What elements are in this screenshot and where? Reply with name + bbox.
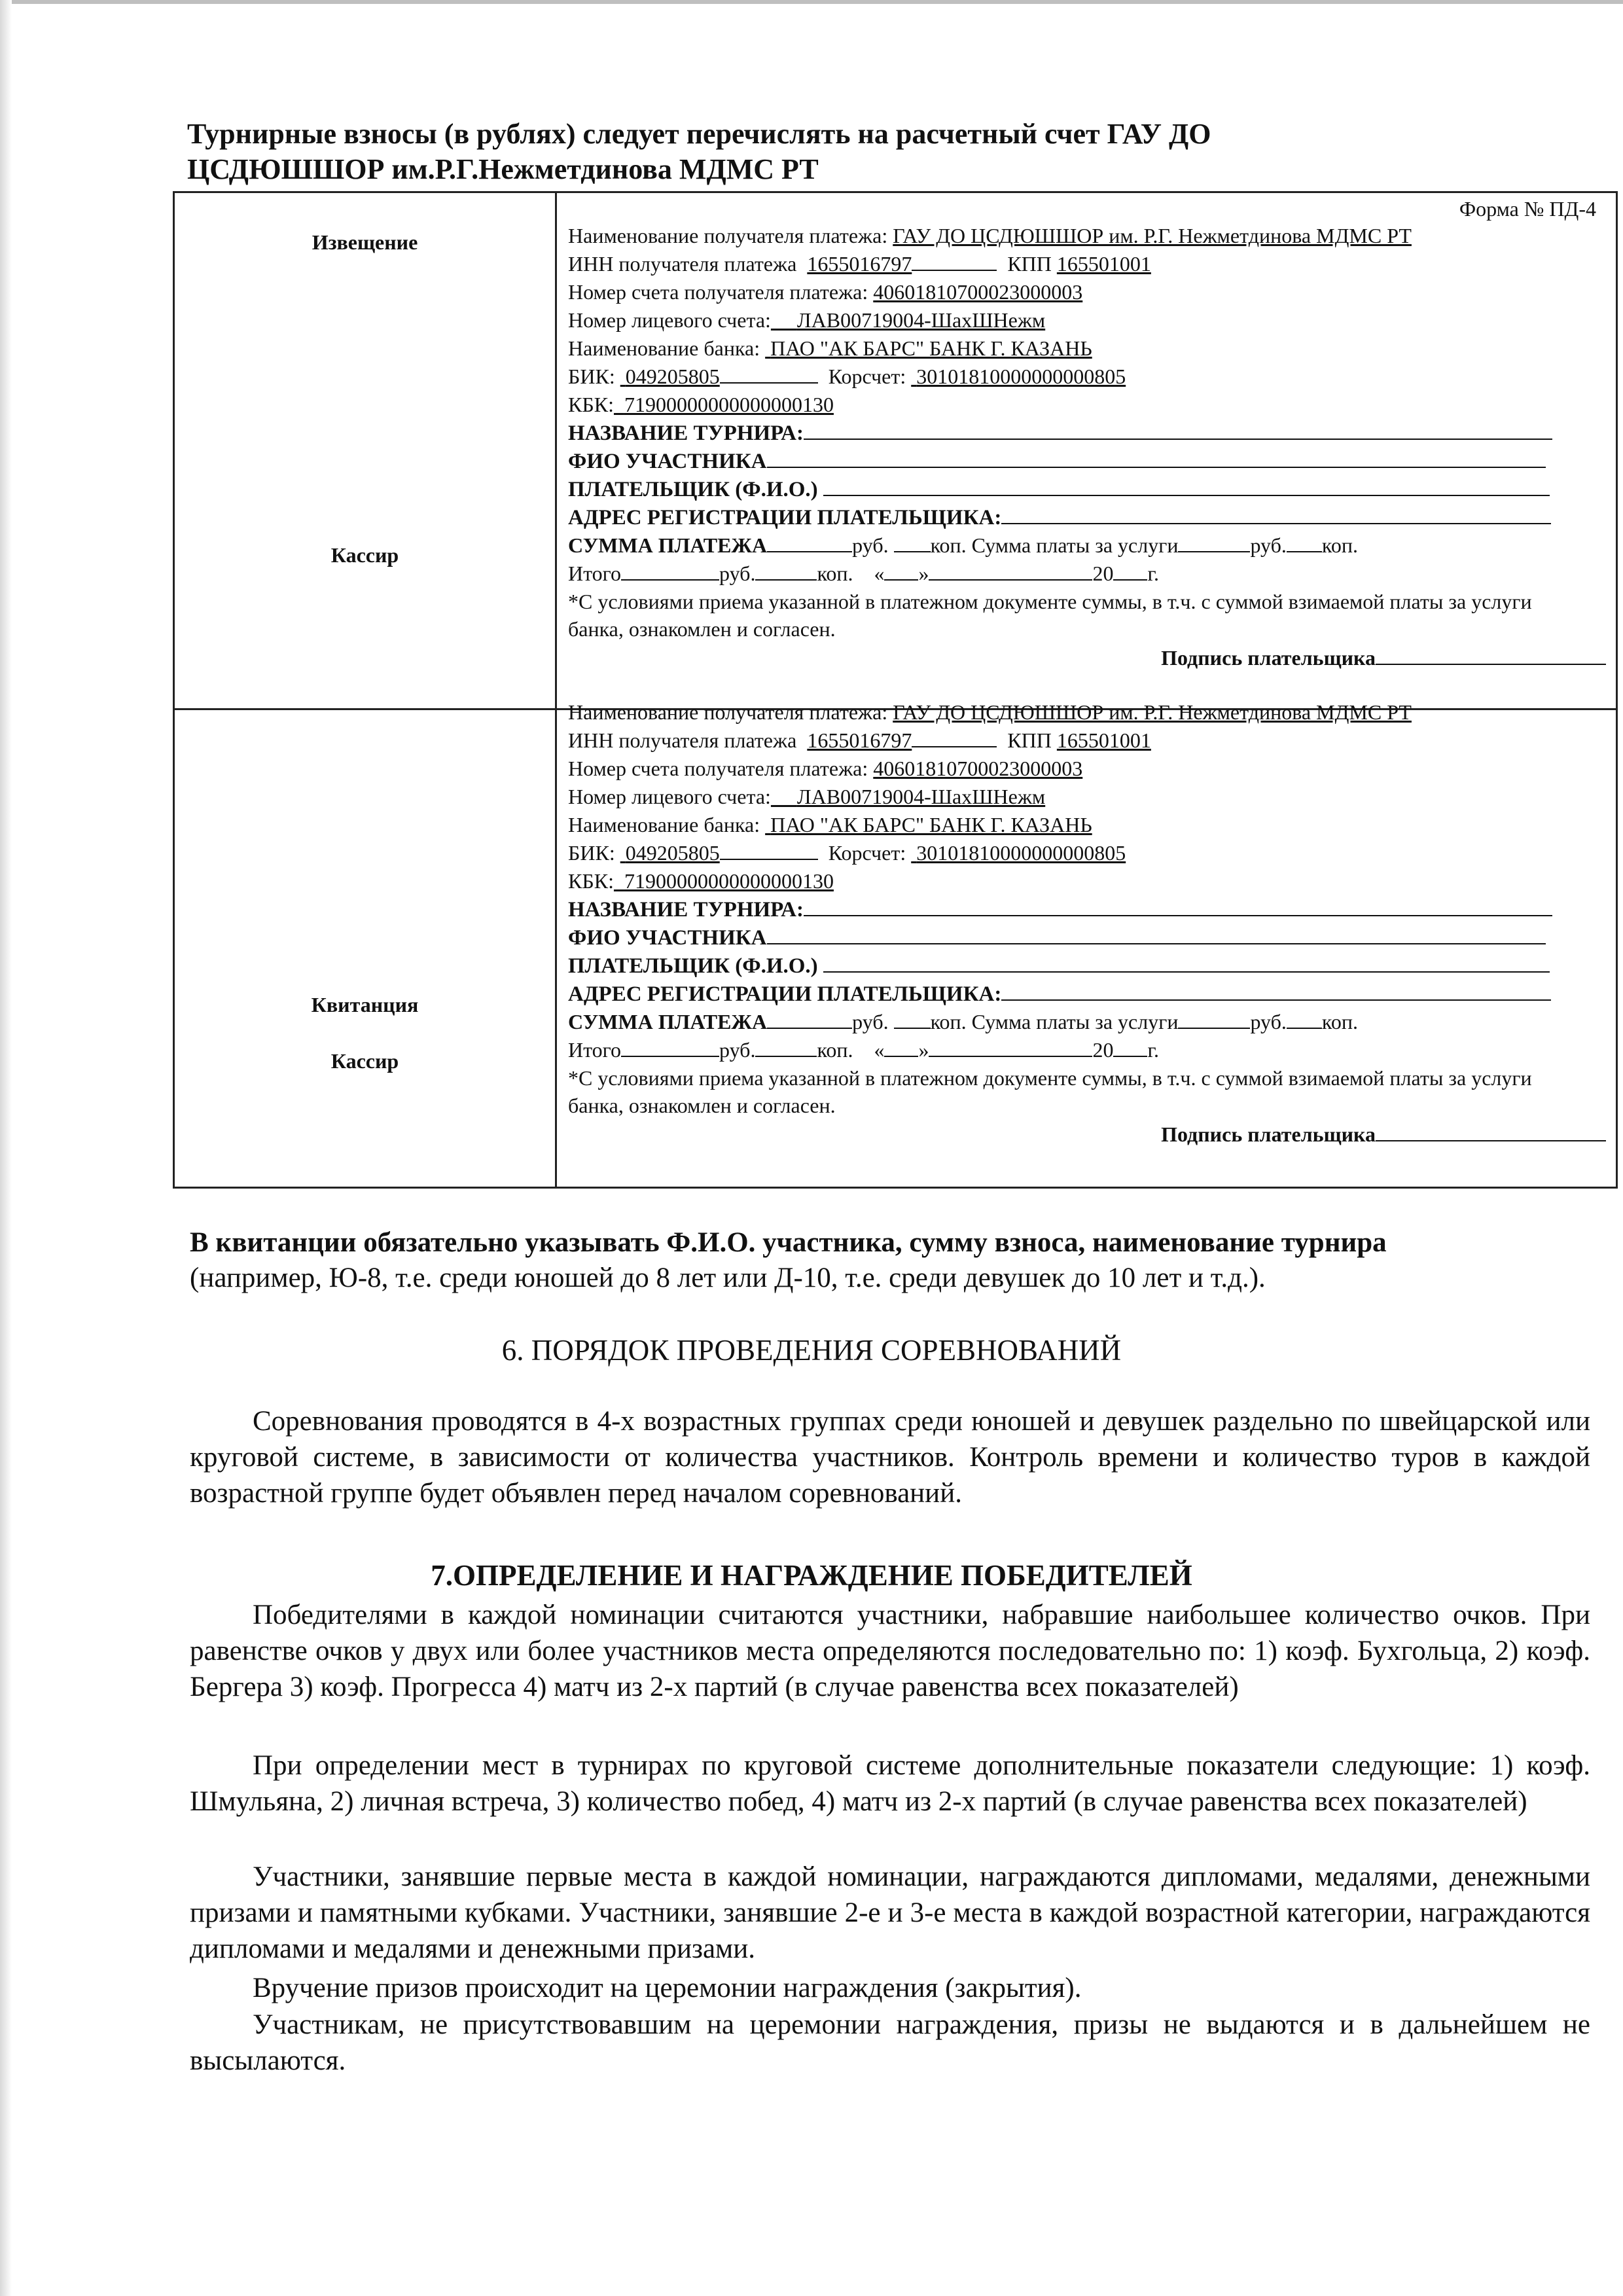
fee-rub-field[interactable] bbox=[1178, 531, 1250, 552]
month-field[interactable] bbox=[929, 560, 1092, 581]
kbk-value: 71900000000000000130 bbox=[624, 869, 834, 893]
month-field[interactable] bbox=[929, 1036, 1092, 1057]
corr-label: Корсчет: bbox=[828, 841, 906, 865]
kop-label: коп. bbox=[930, 533, 967, 557]
kbk-label: КБК: bbox=[568, 393, 614, 416]
address-label: АДРЕС РЕГИСТРАЦИИ ПЛАТЕЛЬЩИКА: bbox=[568, 506, 1002, 529]
scan-shadow bbox=[0, 0, 12, 2296]
year-prefix: 20 bbox=[1092, 1038, 1114, 1062]
rub-label: руб. bbox=[719, 562, 756, 585]
day-field[interactable] bbox=[884, 1036, 918, 1057]
inn-value: 1655016797 bbox=[807, 252, 912, 276]
recipient-row bbox=[568, 698, 1609, 726]
notice-block bbox=[568, 222, 1609, 673]
address-label: АДРЕС РЕГИСТРАЦИИ ПЛАТЕЛЬЩИКА: bbox=[568, 982, 1002, 1006]
bik-fill bbox=[720, 363, 818, 384]
kop-label: коп. bbox=[1321, 1010, 1358, 1033]
address-row bbox=[568, 980, 1609, 1008]
notice-label: Извещение bbox=[312, 230, 418, 254]
bik-value: 049205805 bbox=[625, 841, 720, 865]
year-field[interactable] bbox=[1113, 560, 1147, 581]
section-7-paragraph-3: Участники, занявшие первые места в каждой номинации, награждаются дипломами, медалями, денежными призами и памятными кубками. Участники, занявшие 2-е и 3-е места в каждой возрастной категории, награждаются дипломами и медалями и денежными призами. bbox=[190, 1861, 1590, 1964]
cashier-label-top: Кассир bbox=[330, 543, 399, 567]
total-kop-field[interactable] bbox=[755, 560, 817, 581]
personal-account-value: ЛАВ00719004-ШахШНежм bbox=[796, 785, 1046, 808]
year-suffix: г. bbox=[1147, 1038, 1159, 1062]
bank-label: Наименование банка: bbox=[568, 813, 760, 836]
service-fee-label: Сумма платы за услуги bbox=[971, 1010, 1179, 1033]
section-7-paragraph-2: При определении мест в турнирах по круговой системе дополнительные показатели следующие: 1) коэф. Шмульяна, 2) личная встреча, 3) количество побед, 4) матч из 2-х партий (в случае равенства всех показателей) bbox=[190, 1750, 1590, 1817]
section-7-title: 7.ОПРЕДЕЛЕНИЕ И НАГРАЖДЕНИЕ ПОБЕДИТЕЛЕЙ bbox=[431, 1559, 1192, 1592]
corr-value: 30101810000000000805 bbox=[916, 841, 1126, 865]
payment-slip-table bbox=[173, 191, 1618, 1189]
quote-open: « bbox=[874, 562, 885, 585]
consent-text: *С условиями приема указанной в платежном документе суммы, в т.ч. с суммой взимаемой платы за услуги банка, ознакомлен и согласен. bbox=[568, 1066, 1532, 1117]
section-7-paragraph-4: Вручение призов происходит на церемонии награждения (закрытия). bbox=[253, 1973, 1082, 2003]
service-fee-label: Сумма платы за услуги bbox=[971, 533, 1179, 557]
tournament-label: НАЗВАНИЕ ТУРНИРА: bbox=[568, 898, 804, 922]
column-divider bbox=[555, 193, 557, 1187]
bank-row bbox=[568, 811, 1609, 839]
bik-row bbox=[568, 363, 1609, 391]
quote-close: » bbox=[918, 562, 929, 585]
inn-row bbox=[568, 726, 1609, 755]
recipient-row bbox=[568, 222, 1609, 250]
tournament-field[interactable] bbox=[804, 895, 1552, 916]
amount-row bbox=[568, 1008, 1609, 1036]
payer-field[interactable] bbox=[823, 952, 1550, 973]
total-row bbox=[568, 560, 1609, 588]
payer-field[interactable] bbox=[823, 475, 1550, 496]
total-rub-field[interactable] bbox=[621, 560, 719, 581]
tournament-row bbox=[568, 419, 1609, 447]
kbk-row bbox=[568, 391, 1609, 419]
account-label: Номер счета получателя платежа: bbox=[568, 757, 868, 780]
fee-kop-field[interactable] bbox=[1287, 1008, 1322, 1029]
receipt-block bbox=[568, 698, 1609, 1149]
bank-row bbox=[568, 334, 1609, 363]
payer-row bbox=[568, 475, 1609, 503]
payment-intro bbox=[187, 117, 1431, 187]
participant-field[interactable] bbox=[767, 924, 1546, 944]
amount-row bbox=[568, 531, 1609, 560]
recipient-label: Наименование получателя платежа: bbox=[568, 224, 888, 247]
payer-row bbox=[568, 952, 1609, 980]
bank-label: Наименование банка: bbox=[568, 336, 760, 360]
quote-open: « bbox=[874, 1038, 885, 1062]
personal-account-row bbox=[568, 783, 1609, 811]
inn-label: ИНН получателя платежа bbox=[568, 252, 797, 276]
form-number: Форма № ПД-4 bbox=[1459, 197, 1596, 221]
kpp-label: КПП bbox=[1007, 252, 1052, 276]
bank-value: ПАО "АК БАРС" БАНК Г. КАЗАНЬ bbox=[770, 813, 1092, 836]
signature-field[interactable] bbox=[1376, 644, 1606, 665]
signature-label: Подпись плательщика bbox=[1161, 1122, 1376, 1146]
tournament-row bbox=[568, 895, 1609, 924]
tournament-field[interactable] bbox=[804, 419, 1552, 440]
kbk-label: КБК: bbox=[568, 869, 614, 893]
kpp-value: 165501001 bbox=[1056, 252, 1151, 276]
account-label: Номер счета получателя платежа: bbox=[568, 280, 868, 304]
payer-label: ПЛАТЕЛЬЩИК (Ф.И.О.) bbox=[568, 954, 818, 978]
bik-fill bbox=[720, 839, 818, 860]
rub-label: руб. bbox=[852, 533, 889, 557]
receipt-label: Квитанция bbox=[311, 993, 419, 1016]
bik-label: БИК: bbox=[568, 365, 615, 388]
account-row bbox=[568, 278, 1609, 306]
address-field[interactable] bbox=[1001, 980, 1551, 1001]
account-value: 40601810700023000003 bbox=[873, 757, 1083, 780]
year-field[interactable] bbox=[1113, 1036, 1147, 1057]
receipt-note bbox=[190, 1225, 1590, 1296]
signature-row bbox=[568, 643, 1609, 673]
intro-line-1: Турнирные взносы (в рублях) следует перечислять на расчетный счет ГАУ ДО bbox=[187, 118, 1211, 150]
address-row bbox=[568, 503, 1609, 531]
personal-account-label: Номер лицевого счета: bbox=[568, 785, 771, 808]
participant-label: ФИО УЧАСТНИКА bbox=[568, 450, 767, 473]
bank-value: ПАО "АК БАРС" БАНК Г. КАЗАНЬ bbox=[770, 336, 1092, 360]
fee-kop-field[interactable] bbox=[1287, 531, 1322, 552]
page-edge bbox=[0, 0, 1623, 4]
personal-account-row bbox=[568, 306, 1609, 334]
amount-kop-field[interactable] bbox=[894, 1008, 931, 1029]
amount-label: СУММА ПЛАТЕЖА bbox=[568, 533, 768, 557]
receipt-note-bold: В квитанции обязательно указывать Ф.И.О. участника, сумму взноса, наименование турнира bbox=[190, 1227, 1387, 1258]
tournament-label: НАЗВАНИЕ ТУРНИРА: bbox=[568, 422, 804, 445]
participant-row bbox=[568, 924, 1609, 952]
address-field[interactable] bbox=[1001, 503, 1551, 524]
total-label: Итого bbox=[568, 1038, 621, 1062]
inn-label: ИНН получателя платежа bbox=[568, 728, 797, 752]
signature-field[interactable] bbox=[1376, 1121, 1606, 1141]
bik-row bbox=[568, 839, 1609, 867]
participant-label: ФИО УЧАСТНИКА bbox=[568, 926, 767, 950]
recipient-value: ГАУ ДО ЦСДЮШШОР им. Р.Г. Нежметдинова МДМС РТ bbox=[893, 224, 1412, 247]
kpp-label: КПП bbox=[1007, 728, 1052, 752]
amount-rub-field[interactable] bbox=[767, 531, 852, 552]
kpp-value: 165501001 bbox=[1056, 728, 1151, 752]
participant-row bbox=[568, 447, 1609, 475]
kop-label: коп. bbox=[930, 1010, 967, 1033]
kbk-row bbox=[568, 867, 1609, 895]
fee-rub-field[interactable] bbox=[1178, 1008, 1250, 1029]
total-rub-field[interactable] bbox=[621, 1036, 719, 1057]
corr-label: Корсчет: bbox=[828, 365, 906, 388]
section-7-paragraph-5: Участникам, не присутствовавшим на церемонии награждения, призы не выдаются и в дальнейшем не высылаются. bbox=[190, 2009, 1590, 2076]
bik-value: 049205805 bbox=[625, 365, 720, 388]
rub-label: руб. bbox=[1250, 1010, 1287, 1033]
day-field[interactable] bbox=[884, 560, 918, 581]
receipt-note-example: (например, Ю-8, т.е. среди юношей до 8 лет или Д-10, т.е. среди девушек до 10 лет и т.д.). bbox=[190, 1263, 1266, 1293]
amount-label: СУММА ПЛАТЕЖА bbox=[568, 1010, 768, 1033]
signature-label: Подпись плательщика bbox=[1161, 646, 1376, 670]
amount-kop-field[interactable] bbox=[894, 531, 931, 552]
year-suffix: г. bbox=[1147, 562, 1159, 585]
section-6-title: 6. ПОРЯДОК ПРОВЕДЕНИЯ СОРЕВНОВАНИЙ bbox=[501, 1334, 1122, 1367]
year-prefix: 20 bbox=[1092, 562, 1114, 585]
rub-label: руб. bbox=[1250, 533, 1287, 557]
personal-account-label: Номер лицевого счета: bbox=[568, 308, 771, 332]
cashier-label-bottom: Кассир bbox=[330, 1049, 399, 1073]
account-value: 40601810700023000003 bbox=[873, 280, 1083, 304]
quote-close: » bbox=[918, 1038, 929, 1062]
account-row bbox=[568, 755, 1609, 783]
section-7-paragraph-1: Победителями в каждой номинации считаются участники, набравшие наибольшее количество очков. При равенстве очков у двух или более участников места определяются последовательно по: 1) коэф. Бухгольца, 2) коэф. Бергера 3) коэф. Прогресса 4) матч из 2-х партий (в случае равенства всех показателей) bbox=[190, 1600, 1590, 1702]
total-kop-field[interactable] bbox=[755, 1036, 817, 1057]
kop-label: коп. bbox=[1321, 533, 1358, 557]
kbk-value: 71900000000000000130 bbox=[624, 393, 834, 416]
kop-label: коп. bbox=[817, 562, 853, 585]
bik-label: БИК: bbox=[568, 841, 615, 865]
personal-account-value: ЛАВ00719004-ШахШНежм bbox=[796, 308, 1046, 332]
total-label: Итого bbox=[568, 562, 621, 585]
consent-text: *С условиями приема указанной в платежном документе суммы, в т.ч. с суммой взимаемой платы за услуги банка, ознакомлен и согласен. bbox=[568, 590, 1532, 641]
payer-label: ПЛАТЕЛЬЩИК (Ф.И.О.) bbox=[568, 478, 818, 501]
intro-line-2: ЦСДЮШШОР им.Р.Г.Нежметдинова МДМС РТ bbox=[187, 153, 819, 185]
recipient-label: Наименование получателя платежа: bbox=[568, 700, 888, 724]
rub-label: руб. bbox=[719, 1038, 756, 1062]
inn-value: 1655016797 bbox=[807, 728, 912, 752]
rub-label: руб. bbox=[852, 1010, 889, 1033]
corr-value: 30101810000000000805 bbox=[916, 365, 1126, 388]
kop-label: коп. bbox=[817, 1038, 853, 1062]
signature-row bbox=[568, 1119, 1609, 1149]
section-6-text: Соревнования проводятся в 4-х возрастных группах среди юношей и девушек раздельно по швейцарской или круговой системе, в зависимости от количества участников. Контроль времени и количество туров в каждой возрастной группе будет объявлен перед началом соревнований. bbox=[190, 1406, 1590, 1509]
inn-fill bbox=[912, 250, 997, 271]
recipient-value: ГАУ ДО ЦСДЮШШОР им. Р.Г. Нежметдинова МДМС РТ bbox=[893, 700, 1412, 724]
amount-rub-field[interactable] bbox=[767, 1008, 852, 1029]
inn-fill bbox=[912, 726, 997, 747]
total-row bbox=[568, 1036, 1609, 1064]
inn-row bbox=[568, 250, 1609, 278]
participant-field[interactable] bbox=[767, 447, 1546, 468]
